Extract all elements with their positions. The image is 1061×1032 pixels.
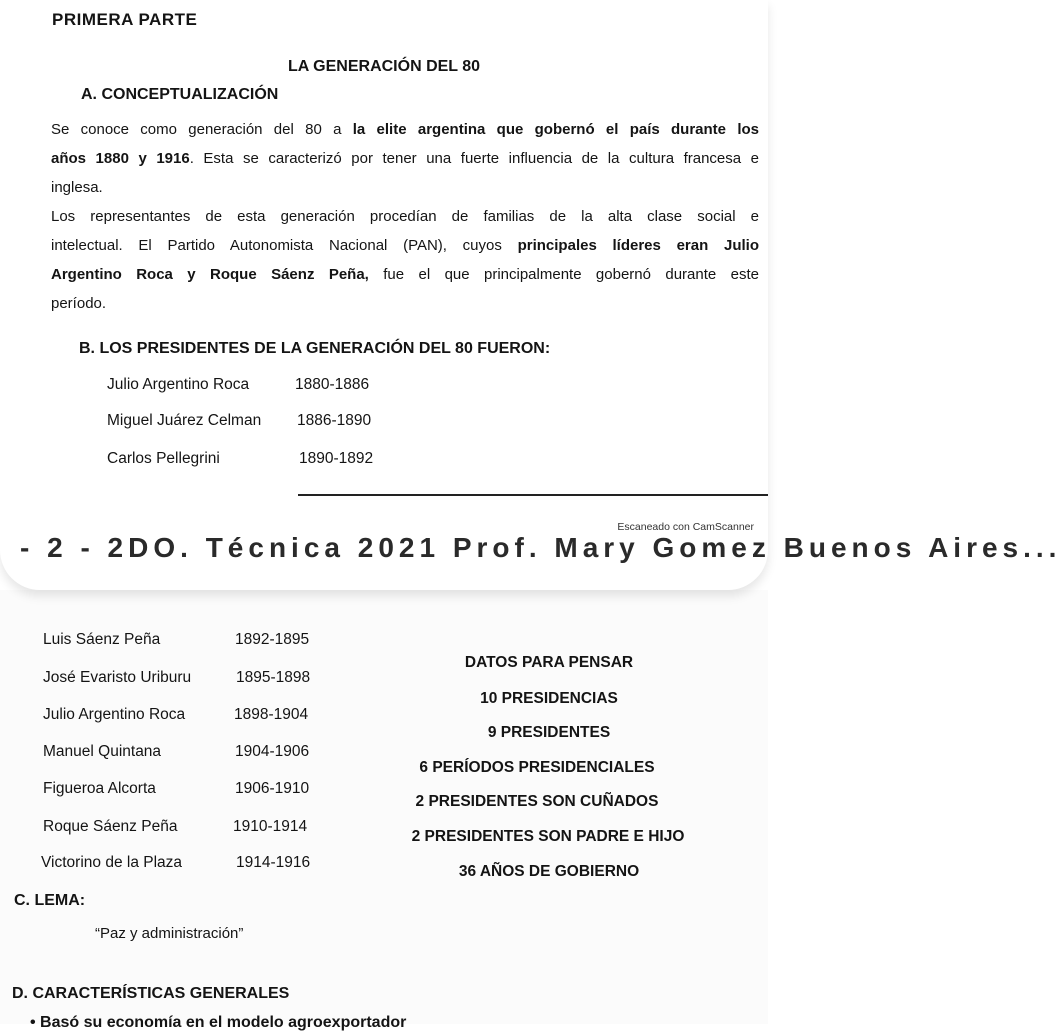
para1-line3: inglesa. — [51, 179, 103, 196]
paragraph-conceptualization — [51, 115, 759, 318]
president-years: 1880-1886 — [295, 376, 370, 393]
president-years: 1904-1906 — [235, 743, 310, 760]
president-years: 1906-1910 — [235, 780, 310, 797]
cut-off-header: PRIMERA PARTE — [52, 10, 198, 29]
para1-line2: años 1880 y 1916. Esta se caracterizó por tener una fuerte influencia de la cultura francesa e — [51, 150, 760, 167]
section-d-heading: D. CARACTERÍSTICAS GENERALES — [12, 985, 290, 1002]
page-title: LA GENERACIÓN DEL 80 — [287, 58, 481, 75]
president-name: Julio Argentino Roca — [43, 706, 186, 723]
president-name: Victorino de la Plaza — [41, 854, 183, 871]
section-b-heading: B. LOS PRESIDENTES DE LA GENERACIÓN DEL 80 FUERON: — [79, 340, 551, 357]
bold-years: años 1880 y 1916 — [51, 150, 190, 167]
president-years: 1898-1904 — [234, 706, 309, 723]
president-years: 1886-1890 — [297, 412, 372, 429]
president-name: Luis Sáenz Peña — [43, 631, 161, 648]
cut-off-bullet: • Basó su economía en el modelo agroexportador — [30, 1014, 407, 1031]
para1-line1: Se conoce como generación del 80 a la elite argentina que gobernó el país durante los — [51, 121, 759, 138]
president-years: 1910-1914 — [233, 818, 308, 835]
lema-quote: “Paz y administración” — [95, 925, 244, 942]
para2-line1: Los representantes de esta generación procedían de familias de la alta clase social e — [51, 208, 759, 225]
cut-off-footer-text: - 2 - 2DO. Técnica 2021 Prof. Mary Gomez Buenos Aires... — [20, 532, 1061, 563]
datos-item: 2 PRESIDENTES SON PADRE E HIJO — [411, 828, 685, 845]
para2-line4: período. — [51, 295, 107, 312]
para2-line2: intelectual. El Partido Autonomista Nacional (PAN), cuyos principales líderes eran Julio — [51, 237, 759, 254]
president-name: Miguel Juárez Celman — [107, 412, 262, 429]
president-name: José Evaristo Uriburu — [43, 669, 192, 686]
section-c-heading: C. LEMA: — [14, 892, 86, 909]
datos-item: 2 PRESIDENTES SON CUÑADOS — [415, 793, 659, 810]
bold-elite: la elite argentina que gobernó el país durante los — [352, 121, 759, 138]
horizontal-rule — [298, 494, 768, 496]
scanner-watermark: Escaneado con CamScanner — [617, 521, 754, 533]
datos-heading: DATOS PARA PENSAR — [464, 654, 634, 671]
president-years: 1914-1916 — [236, 854, 311, 871]
president-name: Carlos Pellegrini — [107, 450, 220, 467]
datos-item: 9 PRESIDENTES — [487, 724, 611, 741]
bold-leaders: principales líderes eran Julio — [517, 237, 759, 254]
president-name: Julio Argentino Roca — [107, 376, 250, 393]
bold-leaders-names: Argentino Roca y Roque Sáenz Peña, — [51, 266, 369, 283]
datos-item: 10 PRESIDENCIAS — [480, 690, 618, 707]
president-name: Roque Sáenz Peña — [43, 818, 178, 835]
president-name: Figueroa Alcorta — [43, 780, 156, 797]
president-years: 1890-1892 — [299, 450, 374, 467]
para2-line3: Argentino Roca y Roque Sáenz Peña, fue el que principalmente gobernó durante este — [51, 266, 759, 283]
datos-item: 6 PERÍODOS PRESIDENCIALES — [419, 759, 655, 776]
president-name: Manuel Quintana — [43, 743, 162, 760]
datos-item: 36 AÑOS DE GOBIERNO — [458, 863, 640, 880]
section-a-heading: A. CONCEPTUALIZACIÓN — [81, 86, 279, 103]
president-years: 1892-1895 — [235, 631, 310, 648]
president-years: 1895-1898 — [236, 669, 311, 686]
